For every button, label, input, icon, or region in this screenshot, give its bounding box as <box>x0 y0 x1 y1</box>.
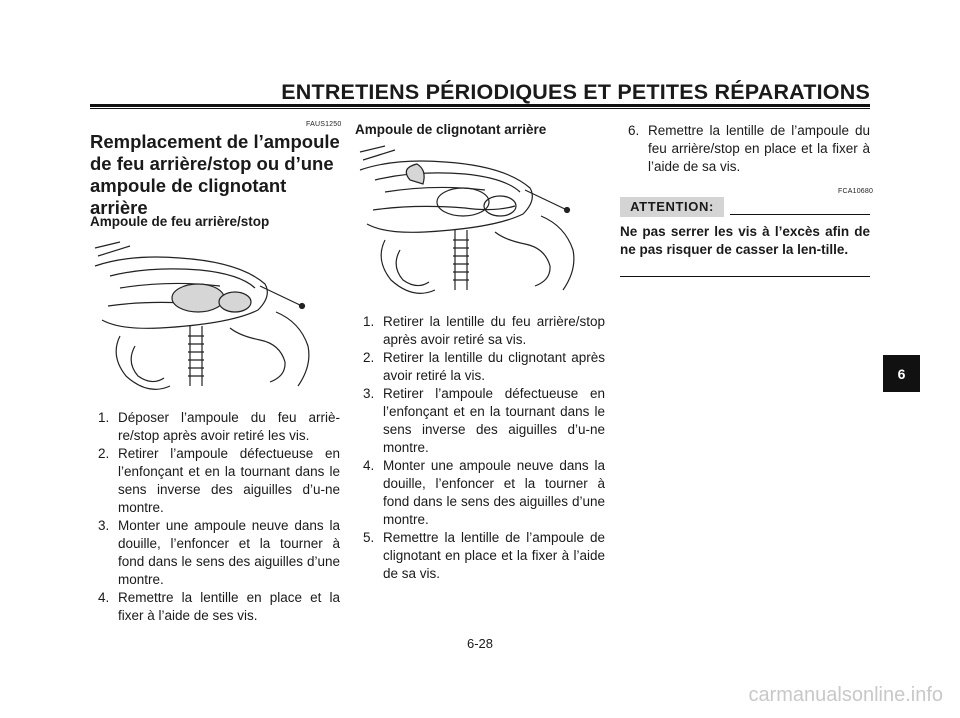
step-number: 5. <box>363 530 375 545</box>
ref-code-right: FCA10680 <box>838 188 874 195</box>
step-number: 6. <box>628 123 640 138</box>
list-item <box>90 409 340 445</box>
attention-text: Ne pas serrer les vis à l’excès afin de ne pas risquer de casser la len-tille. <box>620 224 870 257</box>
steps-list-tail-light <box>90 409 340 625</box>
step-text: Monter une ampoule neuve dans la douille, l’enfoncer et la tourner à fond dans le sens des aiguilles d’une montre. <box>383 458 605 527</box>
step-text: Retirer la lentille du feu arrière/stop après avoir retiré sa vis. <box>383 314 605 347</box>
page-number: 6-28 <box>466 636 494 651</box>
section-heading-line: ampoule de clignotant <box>90 175 287 196</box>
watermark: carmanualsonline.info <box>748 684 943 706</box>
step-number: 1. <box>363 314 375 329</box>
tail-light-illustration <box>90 236 340 400</box>
turn-signal-illustration <box>355 140 605 304</box>
list-item <box>355 349 605 385</box>
list-item <box>355 457 605 529</box>
attention-label: ATTENTION: <box>620 197 724 217</box>
list-item <box>90 589 340 625</box>
section-heading-line: de feu arrière/stop ou d’une <box>90 153 334 174</box>
step-text: Monter une ampoule neuve dans la douille, l’enfoncer et la tourner à fond dans le sens des aiguilles d’une montre. <box>118 518 340 587</box>
step-text: Remettre la lentille de l’ampoule de clignotant en place et la fixer à l’aide de sa vis. <box>383 530 605 581</box>
steps-list-turn-signal <box>355 313 605 583</box>
section-heading <box>90 131 340 219</box>
step-text: Retirer l’ampoule défectueuse en l’enfonçant et en la tournant dans le sens inverse des aiguilles d’u-ne montre. <box>118 446 340 515</box>
step-number: 1. <box>98 410 110 425</box>
step-number: 3. <box>98 518 110 533</box>
header-rule-thin <box>90 108 870 109</box>
section-heading-line: Remplacement de l’ampoule <box>90 131 340 152</box>
chapter-tab: 6 <box>883 355 920 392</box>
section-heading-line: arrière <box>90 197 148 218</box>
step-number: 4. <box>98 590 110 605</box>
list-item <box>90 445 340 517</box>
list-item <box>355 313 605 349</box>
step-text: Déposer l’ampoule du feu arriè-re/stop après avoir retiré les vis. <box>118 410 340 443</box>
ref-code-left: FAUS1250 <box>306 121 342 128</box>
list-item <box>355 385 605 457</box>
step-text: Remettre la lentille en place et la fixer à l’aide de ses vis. <box>118 590 340 623</box>
step-number: 2. <box>98 446 110 461</box>
attention-rule <box>730 214 870 215</box>
step-number: 3. <box>363 386 375 401</box>
list-item <box>620 122 870 176</box>
step-text: Remettre la lentille de l’ampoule du feu arrière/stop en place et la fixer à l’aide de sa vis. <box>648 123 870 174</box>
list-item <box>90 517 340 589</box>
page-header-title: ENTRETIENS PÉRIODIQUES ET PETITES RÉPARATIONS <box>281 80 870 104</box>
step-number: 4. <box>363 458 375 473</box>
attention-bottom-rule <box>620 276 870 277</box>
step-text: Retirer la lentille du clignotant après avoir retiré la vis. <box>383 350 605 383</box>
subheading-tail-light: Ampoule de feu arrière/stop <box>90 214 270 229</box>
subheading-turn-signal: Ampoule de clignotant arrière <box>355 122 547 137</box>
steps-list-final <box>620 122 870 176</box>
list-item <box>355 529 605 583</box>
step-text: Retirer l’ampoule défectueuse en l’enfonçant et en la tournant dans le sens inverse des aiguilles d’u-ne montre. <box>383 386 605 455</box>
header-rule <box>90 104 870 107</box>
step-number: 2. <box>363 350 375 365</box>
